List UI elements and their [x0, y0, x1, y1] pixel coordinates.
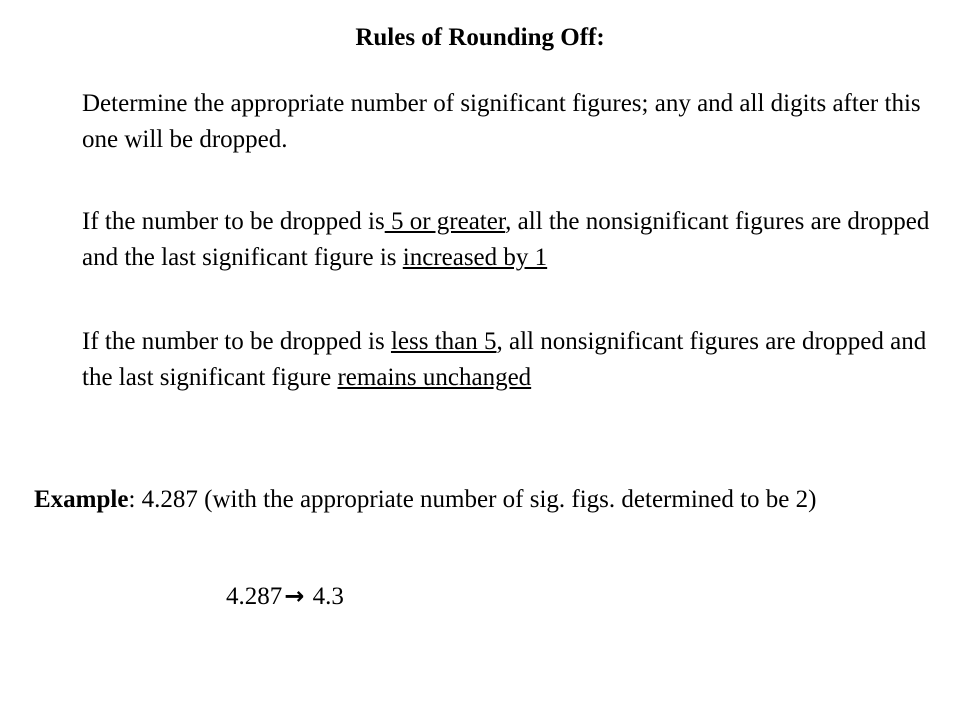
rule3-underlined-outcome: remains unchanged: [337, 364, 532, 391]
slide-title: Rules of Rounding Off:: [355, 24, 605, 51]
rule2-underlined-outcome: increased by 1: [402, 244, 548, 271]
rounding-result: [226, 578, 344, 615]
rule3-text-part2: , all nonsignificant figures are dropped and the last significant figure: [82, 328, 927, 391]
rule-determine-sig-figs: [82, 86, 952, 158]
rule2-text-part1: If the number to be dropped is: [82, 208, 385, 235]
rule1-text: Determine the appropriate number of significant figures; any and all digits after this one will be dropped.: [82, 90, 921, 153]
rule2-text-part2: , all the nonsignificant figures are dropped and the last significant figure is: [82, 208, 930, 271]
rule3-text-part1: If the number to be dropped is: [82, 328, 391, 355]
example-label: Example: [34, 486, 129, 513]
rule3-underlined-condition: less than 5: [390, 328, 497, 355]
rule2-underlined-condition: 5 or greater: [384, 208, 506, 235]
right-arrow-icon: →: [284, 582, 305, 610]
rule-less-than-five: [82, 324, 952, 396]
result-rounded-value: 4.3: [306, 583, 344, 610]
result-original-value: 4.287: [226, 583, 283, 610]
example-block: [34, 482, 934, 518]
rule-five-or-greater: [82, 204, 952, 276]
example-text: : 4.287 (with the appropriate number of sig. figs. determined to be 2): [128, 486, 817, 513]
